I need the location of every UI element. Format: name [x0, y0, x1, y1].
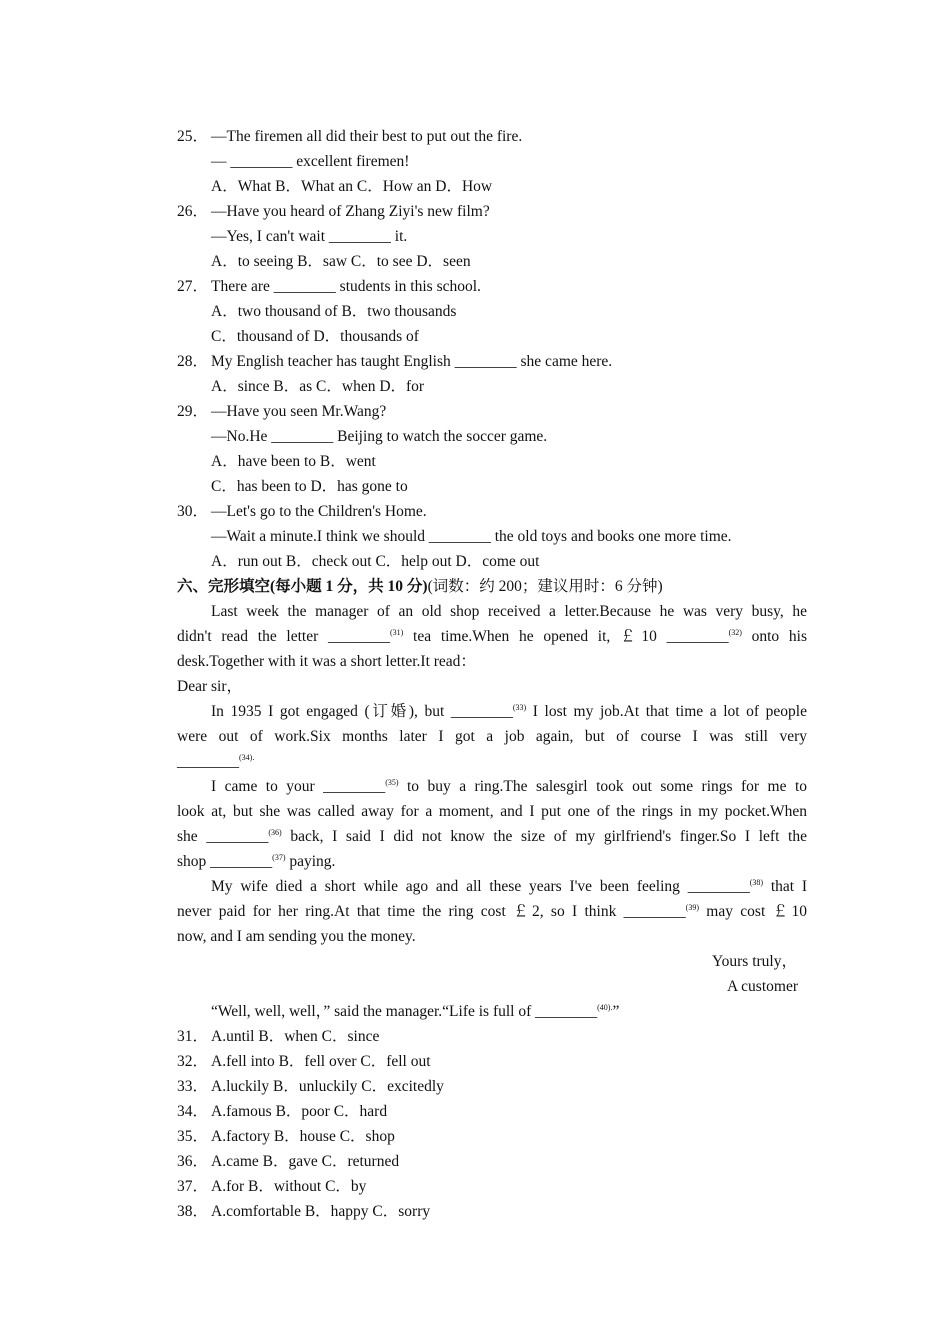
question-options: A．What B．What an C．How an D．How — [211, 178, 493, 195]
answer-number: 33． — [177, 1078, 209, 1095]
passage-line — [177, 824, 807, 849]
blank-marker: (38) — [749, 878, 764, 887]
letter-closing: Yours truly， — [712, 953, 797, 970]
answer-item — [177, 1149, 807, 1174]
answer-item — [177, 1124, 807, 1149]
passage-line: look at, but she was called away for a moment, and I put one of the rings in my pocket.When — [177, 803, 807, 820]
passage-line: desk.Together with it was a short letter.It read： — [177, 653, 476, 670]
passage-text: to buy a ring.The salesgirl took out some rings for me to — [398, 778, 807, 795]
answer-options: A.factory B．house C．shop — [211, 1128, 395, 1145]
question-text: —Have you heard of Zhang Ziyi's new film? — [211, 203, 490, 220]
passage-text: paying. — [285, 853, 336, 870]
question-25 — [177, 124, 807, 149]
blank-marker: (35) — [385, 778, 399, 787]
passage-line — [177, 899, 807, 924]
passage-line — [177, 849, 807, 874]
question-text: —Have you seen Mr.Wang? — [211, 403, 387, 420]
answer-number: 37． — [177, 1178, 209, 1195]
blank-marker: (37) — [272, 853, 286, 862]
answer-options: A.luckily B．unluckily C．excitedly — [211, 1078, 444, 1095]
passage-line — [177, 699, 807, 724]
answer-options: A.comfortable B．happy C．sorry — [211, 1203, 431, 1220]
passage-text: didn't read the letter ________ — [177, 628, 390, 645]
blank-marker: (40). — [597, 1003, 613, 1012]
passage-text: shop ________ — [177, 853, 273, 870]
passage-text: that I — [763, 878, 807, 895]
answer-number: 38． — [177, 1203, 209, 1220]
question-line: —Wait a minute.I think we should ________ the old toys and books one more time. — [211, 528, 732, 545]
section-note: (词数：约 200；建议用时：6 分钟) — [427, 578, 663, 595]
section-heading — [177, 574, 807, 599]
blank-marker: (31) — [389, 628, 404, 637]
passage-text: never paid for her ring.At that time the ring cost ￡2, so I think ________ — [177, 903, 686, 920]
answer-item — [177, 1199, 807, 1224]
question-number: 27． — [177, 278, 209, 295]
question-number: 26． — [177, 203, 209, 220]
question-29 — [177, 399, 807, 424]
question-options: A．to seeing B．saw C．to see D．seen — [211, 253, 471, 270]
question-line: —Yes, I can't wait ________ it. — [211, 228, 408, 245]
passage-line — [177, 749, 807, 774]
passage-text: ” — [612, 1003, 620, 1020]
passage-line: were out of work.Six months later I got a job again, but of course I was still very — [177, 728, 807, 745]
passage-text: “Well, well, well，” said the manager.“Life is full of ________ — [211, 1003, 598, 1020]
passage-line: Last week the manager of an old shop received a letter.Because he was very busy, he — [211, 603, 807, 620]
question-number: 25． — [177, 128, 209, 145]
answer-item — [177, 1099, 807, 1124]
question-line: —No.He ________ Beijing to watch the soccer game. — [211, 428, 548, 445]
passage-text: I came to your ________ — [211, 778, 386, 795]
passage-text: In 1935 I got engaged (订婚), but ________ — [211, 703, 513, 720]
question-number: 28． — [177, 353, 209, 370]
answer-number: 34． — [177, 1103, 209, 1120]
blank-marker: (39) — [685, 903, 699, 912]
answer-number: 35． — [177, 1128, 209, 1145]
answer-item — [177, 1074, 807, 1099]
passage-text: onto his — [741, 628, 807, 645]
section-title: 六、完形填空(每小题 1 分，共 10 分) — [177, 578, 428, 595]
answer-options: A.fell into B．fell over C．fell out — [211, 1053, 431, 1070]
passage-text: back, I said I did not know the size of my girlfriend's finger.So I left the — [281, 828, 807, 845]
blank-marker: (36) — [268, 828, 282, 837]
question-line: — ________ excellent firemen! — [211, 153, 410, 170]
blank-marker: (34). — [239, 753, 255, 762]
question-text: —The firemen all did their best to put out the fire. — [211, 128, 523, 145]
question-number: 29． — [177, 403, 209, 420]
passage-line — [177, 999, 807, 1024]
question-27 — [177, 274, 807, 299]
answer-number: 36． — [177, 1153, 209, 1170]
exam-page — [177, 124, 807, 1224]
question-options: C．thousand of D．thousands of — [211, 328, 419, 345]
answer-options: A.famous B．poor C．hard — [211, 1103, 388, 1120]
blank-marker: (32) — [728, 628, 742, 637]
letter-greeting: Dear sir， — [177, 678, 242, 695]
question-options: A．two thousand of B．two thousands — [211, 303, 457, 320]
answer-item — [177, 1049, 807, 1074]
question-text: There are ________ students in this school. — [211, 278, 481, 295]
question-text: —Let's go to the Children's Home. — [211, 503, 427, 520]
answer-options: A.for B．without C．by — [211, 1178, 367, 1195]
passage-text: tea time.When he opened it, ￡10 ________ — [403, 628, 729, 645]
letter-signature: A customer — [726, 978, 798, 995]
answer-number: 32． — [177, 1053, 209, 1070]
blank-marker: (33) — [512, 703, 527, 712]
question-options: C．has been to D．has gone to — [211, 478, 408, 495]
question-options: A．have been to B．went — [211, 453, 376, 470]
question-number: 30． — [177, 503, 209, 520]
answer-number: 31． — [177, 1028, 209, 1045]
passage-text: My wife died a short while ago and all these years I've been feeling ________ — [211, 878, 750, 895]
question-options: A．since B．as C．when D．for — [211, 378, 425, 395]
question-30 — [177, 499, 807, 524]
passage-line — [177, 774, 807, 799]
passage-text: ________ — [177, 753, 239, 770]
passage-text: I lost my job.At that time a lot of people — [526, 703, 807, 720]
passage-text: may cost ￡10 — [698, 903, 807, 920]
answer-item — [177, 1174, 807, 1199]
question-28 — [177, 349, 807, 374]
passage-line — [177, 874, 807, 899]
answer-options: A.came B．gave C．returned — [211, 1153, 400, 1170]
passage-text: she ________ — [177, 828, 269, 845]
answer-item — [177, 1024, 807, 1049]
passage-line — [177, 624, 807, 649]
passage-line: now, and I am sending you the money. — [177, 928, 416, 945]
question-26 — [177, 199, 807, 224]
question-options: A．run out B．check out C．help out D．come out — [211, 553, 540, 570]
question-text: My English teacher has taught English ________ she came here. — [211, 353, 613, 370]
answer-options: A.until B．when C．since — [211, 1028, 380, 1045]
